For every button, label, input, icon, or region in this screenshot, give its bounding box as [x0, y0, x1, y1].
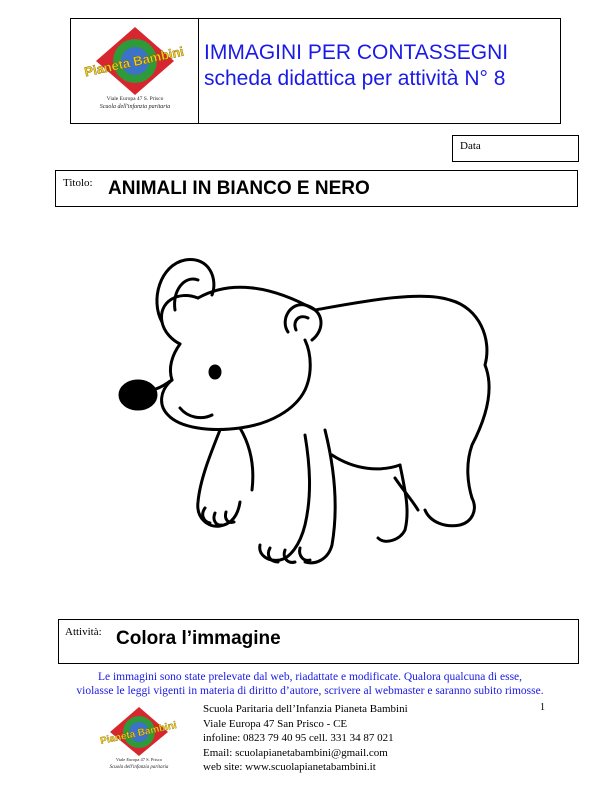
- footer-logo: [92, 706, 186, 770]
- title-field: [55, 170, 578, 207]
- footer-address: Viale Europa 47 San Prisco - CE: [203, 717, 348, 730]
- date-field[interactable]: [452, 135, 579, 162]
- svg-text:Viale Europa 47 S. Prisco: Viale Europa 47 S. Prisco: [115, 757, 163, 762]
- activity-label: Attività:: [65, 626, 102, 638]
- header-title: [204, 40, 554, 92]
- polar-bear-illustration: [100, 240, 520, 590]
- copyright-disclaimer: [20, 670, 600, 698]
- activity-value: Colora l’immagine: [116, 628, 281, 649]
- footer-email[interactable]: Email: scuolapianetabambini@gmail.com: [203, 746, 388, 759]
- svg-text:Scuola dell'infanzia paritaria: Scuola dell'infanzia paritaria: [99, 104, 171, 110]
- pianeta-bambini-logo: [76, 25, 194, 115]
- page-number: 1: [540, 702, 545, 713]
- disclaimer-line2: violasse le leggi vigenti in materia di diritto d’autore, scrivere al webmaster e saranno subito rimosse.: [76, 685, 544, 697]
- date-label: Data: [460, 140, 481, 152]
- footer-contact-info: [203, 702, 408, 775]
- header-title-line2: scheda didattica per attività N° 8: [204, 67, 506, 90]
- svg-text:Viale Europa 47 S. Prisco: Viale Europa 47 S. Prisco: [106, 96, 164, 102]
- svg-text:Scuola dell'infanzia paritaria: Scuola dell'infanzia paritaria: [109, 765, 169, 770]
- activity-field: [58, 619, 579, 664]
- title-label: Titolo:: [63, 177, 93, 189]
- footer-phone: infoline: 0823 79 40 95 cell. 331 34 87 021: [203, 732, 394, 744]
- title-value: ANIMALI IN BIANCO E NERO: [108, 178, 370, 199]
- svg-text:Pianeta Bambini: Pianeta Bambini: [83, 43, 186, 80]
- footer-website[interactable]: web site: www.scuolapianetabambini.it: [203, 761, 376, 773]
- footer-school-name: Scuola Paritaria dell’Infanzia Pianeta Bambini: [203, 703, 408, 715]
- svg-text:Pianeta Bambini: Pianeta Bambini: [99, 720, 178, 748]
- header-title-line1: IMMAGINI PER CONTASSEGNI: [204, 41, 509, 64]
- disclaimer-line1: Le immagini sono state prelevate dal web, riadattate e modificate. Qualora qualcuna di esse,: [97, 671, 523, 683]
- header-divider: [198, 18, 199, 124]
